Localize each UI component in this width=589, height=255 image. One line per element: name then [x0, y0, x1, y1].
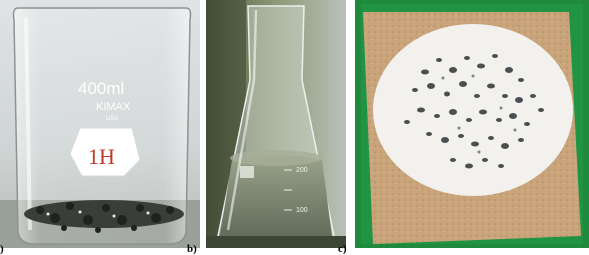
- photo-panel-flask: [206, 0, 346, 248]
- flask-mark-100: 100: [296, 207, 308, 214]
- photo-panel-filter: [355, 0, 589, 248]
- flask-mark-200: 200: [296, 167, 308, 174]
- flask-photo: [206, 0, 346, 248]
- photo-panel-beaker: [0, 0, 200, 248]
- panel-label-a: ): [0, 243, 4, 255]
- beaker-brand-text: KIMAX: [96, 101, 131, 113]
- beaker-tag-text: 1H: [88, 144, 115, 169]
- filter-photo: [355, 0, 589, 248]
- panel-label-b: b): [187, 243, 197, 255]
- panel-label-c: c): [338, 243, 347, 255]
- beaker-volume-text: 400ml: [78, 79, 125, 98]
- beaker-origin-text: USA: [106, 116, 119, 122]
- beaker-photo: [0, 0, 200, 248]
- flask-label-sticker: [240, 166, 254, 178]
- flask-liquid: [220, 155, 333, 244]
